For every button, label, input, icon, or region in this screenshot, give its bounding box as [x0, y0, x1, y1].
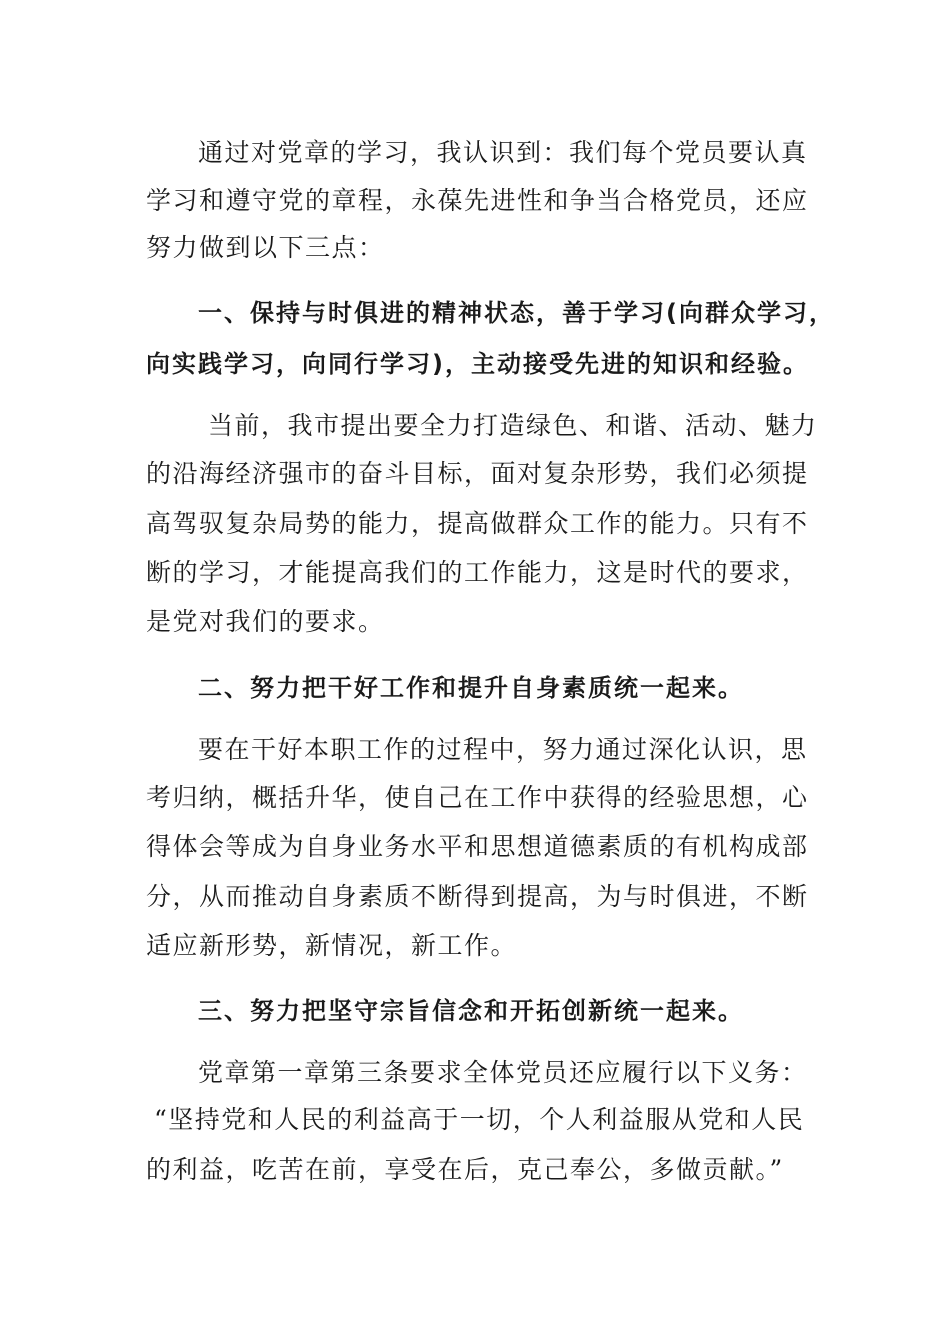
intro-line-3: 努力做到以下三点： — [146, 233, 385, 262]
paragraph-one-line-4: 断的学习，才能提高我们的工作能力，这是时代的要求， — [146, 558, 809, 587]
paragraph-two-line-2: 考归纳，概括升华，使自己在工作中获得的经验思想，心 — [146, 783, 809, 812]
heading-three: 三、努力把坚守宗旨信念和开拓创新统一起来。 — [198, 997, 744, 1025]
heading-one-line-2: 向实践学习，向同行学习)，主动接受先进的知识和经验。 — [146, 350, 809, 378]
paragraph-two-line-3: 得体会等成为自身业务水平和思想道德素质的有机构成部 — [146, 832, 809, 861]
intro-line-2: 学习和遵守党的章程，永葆先进性和争当合格党员，还应 — [146, 186, 809, 215]
paragraph-three-line-3: 的利益，吃苦在前，享受在后，克己奉公，多做贡献。” — [146, 1155, 784, 1184]
paragraph-two-line-4: 分，从而推动自身素质不断得到提高，为与时俱进，不断 — [146, 882, 809, 911]
paragraph-three-line-1: 党章第一章第三条要求全体党员还应履行以下义务： — [198, 1058, 808, 1087]
heading-two: 二、努力把干好工作和提升自身素质统一起来。 — [198, 674, 744, 702]
paragraph-one-line-2: 的沿海经济强市的奋斗目标，面对复杂形势，我们必须提 — [146, 459, 809, 488]
paragraph-three-line-2: “坚持党和人民的利益高于一切，个人利益服从党和人民 — [154, 1105, 805, 1134]
paragraph-one-line-1: 当前，我市提出要全力打造绿色、和谐、活动、魅力 — [208, 411, 818, 440]
heading-one-line-1: 一、保持与时俱进的精神状态，善于学习(向群众学习， — [198, 299, 835, 327]
intro-line-1: 通过对党章的学习，我认识到：我们每个党员要认真 — [198, 138, 808, 167]
paragraph-one-line-5: 是党对我们的要求。 — [146, 607, 385, 636]
paragraph-two-line-1: 要在干好本职工作的过程中，努力通过深化认识，思 — [198, 735, 808, 764]
paragraph-one-line-3: 高驾驭复杂局势的能力，提高做群众工作的能力。只有不 — [146, 509, 809, 538]
paragraph-two-line-5: 适应新形势，新情况，新工作。 — [146, 931, 518, 960]
